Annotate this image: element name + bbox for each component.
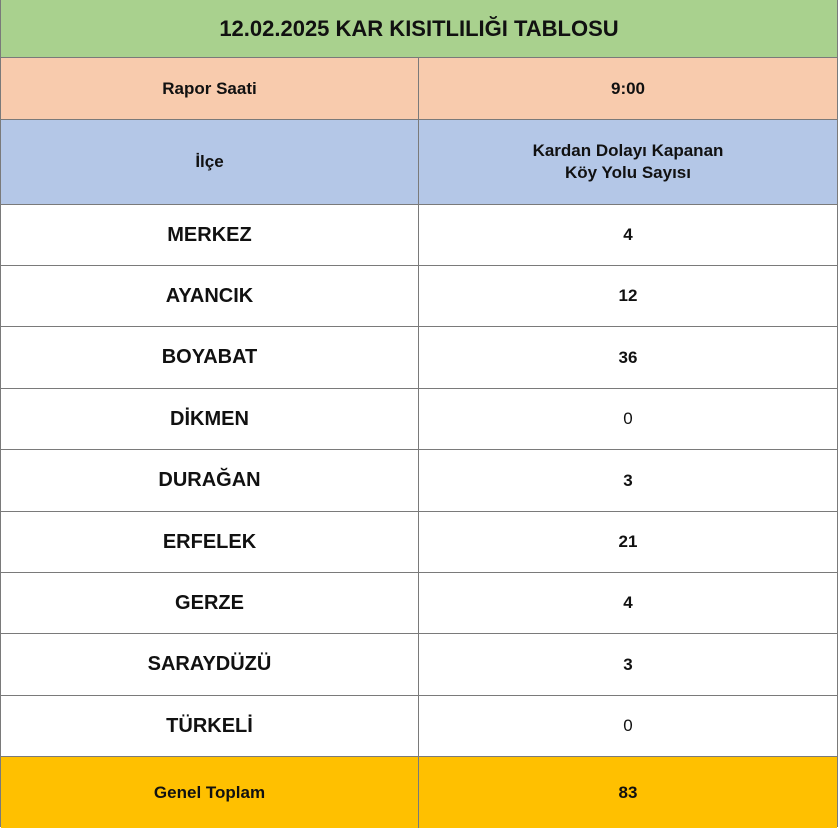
district-name: BOYABAT — [1, 327, 419, 388]
closed-roads-column-header — [419, 120, 837, 204]
grand-total-value: 83 — [618, 782, 638, 802]
table-row — [1, 512, 837, 573]
district-name: DİKMEN — [1, 389, 419, 449]
closed-road-count: 4 — [623, 225, 633, 244]
district-name: MERKEZ — [1, 205, 419, 265]
district-name: DURAĞAN — [1, 450, 419, 511]
closed-road-count: 3 — [623, 470, 633, 490]
table-row — [1, 573, 837, 634]
closed-road-count: 0 — [623, 409, 633, 428]
district-name: SARAYDÜZÜ — [1, 634, 419, 695]
closed-road-count: 12 — [618, 286, 638, 305]
report-time-value: 9:00 — [610, 78, 646, 98]
table-title: 12.02.2025 KAR KISITLILIĞI TABLOSU — [1, 0, 837, 58]
column-header-row — [1, 120, 837, 205]
closed-road-count: 4 — [623, 593, 633, 612]
district-name: AYANCIK — [1, 266, 419, 326]
grand-total-row — [1, 757, 837, 828]
table-row — [1, 634, 837, 696]
table-row — [1, 696, 837, 757]
report-time-row — [1, 58, 837, 120]
table-row — [1, 266, 837, 327]
closed-road-count: 3 — [623, 654, 633, 674]
table-row — [1, 389, 837, 450]
closed-road-count: 0 — [623, 716, 633, 735]
report-time-label: Rapor Saati — [1, 58, 419, 119]
table-row — [1, 327, 837, 389]
district-name: TÜRKELİ — [1, 696, 419, 756]
district-name: ERFELEK — [1, 512, 419, 572]
district-column-header: İlçe — [1, 120, 419, 204]
closed-roads-header-line2: Köy Yolu Sayısı — [565, 163, 691, 182]
table-row — [1, 450, 837, 512]
closed-roads-header-line1: Kardan Dolayı Kapanan — [532, 141, 724, 160]
district-name: GERZE — [1, 573, 419, 633]
closed-road-count: 21 — [618, 532, 638, 551]
grand-total-label: Genel Toplam — [1, 757, 419, 828]
table-row — [1, 205, 837, 266]
closed-road-count: 36 — [618, 347, 638, 367]
